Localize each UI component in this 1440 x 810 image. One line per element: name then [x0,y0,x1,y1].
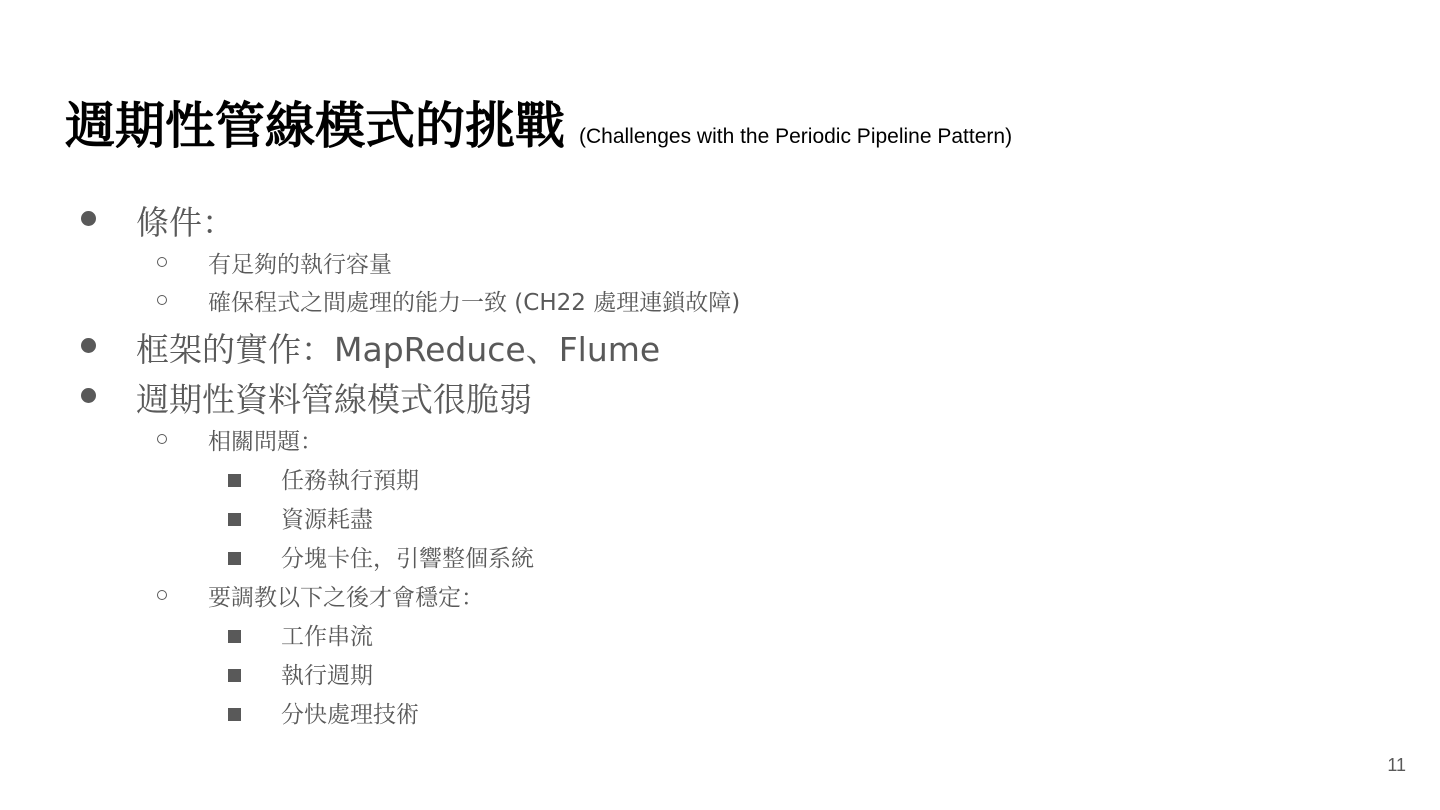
list-item-consistency: 確保程式之間處理的能力一致 (CH22 處理連鎖故障) [208,290,741,316]
list-item-fragile: 週期性資料管線模式很脆弱 [136,380,532,419]
bullet-dot [81,338,96,353]
list-item-stuck-shard: 分塊卡住，引響整個系統 [281,546,534,572]
bullet-circle [157,295,167,305]
bullet-circle [157,434,167,444]
slide-title [65,86,1012,158]
title-subtitle: (Challenges with the Periodic Pipeline Pattern) [579,125,1013,148]
list-item-sharding: 分快處理技術 [281,702,419,728]
list-item-period: 執行週期 [281,663,373,689]
bullet-square [228,669,241,682]
list-item-capacity: 有足夠的執行容量 [208,252,392,278]
bullet-square [228,474,241,487]
bullet-square [228,708,241,721]
bullet-square [228,552,241,565]
bullet-dot [81,211,96,226]
list-item-exhaustion: 資源耗盡 [281,507,373,533]
list-item-conditions: 條件： [136,203,235,242]
bullet-circle [157,257,167,267]
bullet-square [228,513,241,526]
bullet-circle [157,590,167,600]
bullet-square [228,630,241,643]
list-item-tuning: 要調教以下之後才會穩定： [208,585,484,611]
list-item-workflow: 工作串流 [281,624,373,650]
list-item-related-issues: 相關問題： [208,429,323,455]
list-item-frameworks: 框架的實作：MapReduce、Flume [136,330,661,369]
title-main: 週期性管線模式的挑戰 [65,97,565,155]
page-number: 11 [1387,755,1406,775]
list-item-expectation: 任務執行預期 [281,468,419,494]
bullet-dot [81,388,96,403]
